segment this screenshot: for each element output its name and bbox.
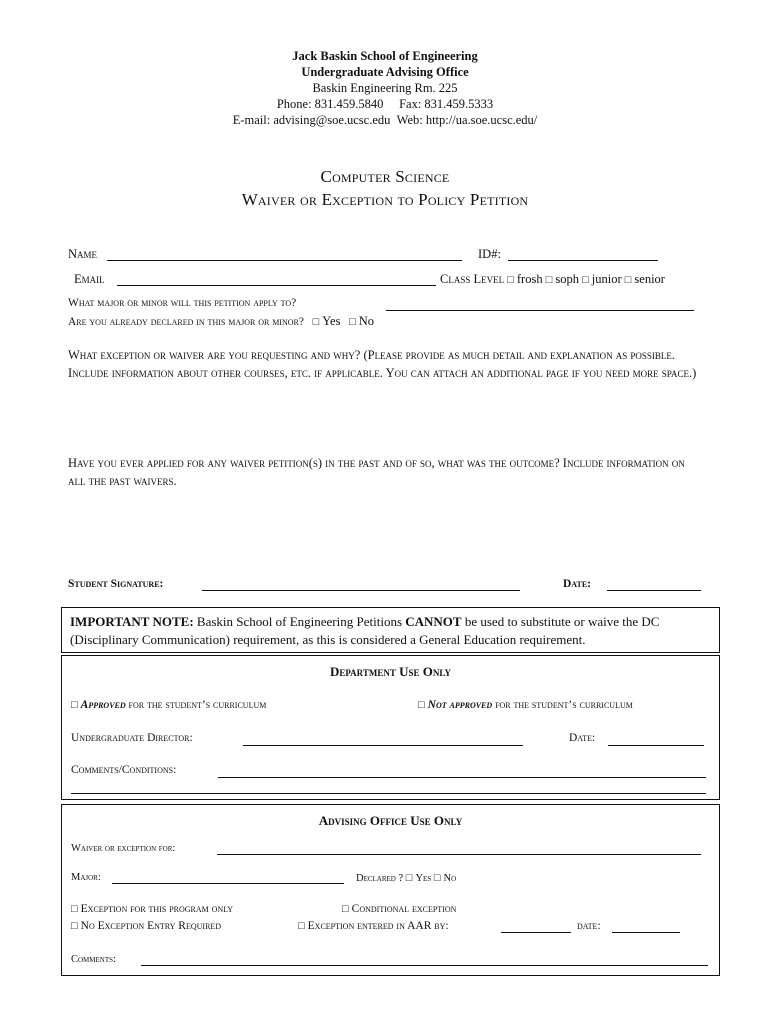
important-note-box <box>61 607 720 653</box>
major-minor-field[interactable] <box>386 298 694 311</box>
name-label: Name <box>68 247 98 261</box>
phone: Phone: 831.459.5840 <box>276 97 384 111</box>
conditional-label: Conditional exception <box>351 903 457 915</box>
approved-rest: for the student’s curriculum <box>128 699 267 711</box>
frosh-checkbox[interactable]: □ <box>507 274 514 286</box>
office-room: Baskin Engineering Rm. 225 <box>312 81 458 95</box>
comments-conditions-label: Comments/Conditions: <box>71 764 177 776</box>
important-note-text3: (Disciplinary Communication) requirement, as this is considered a General Education requirement. <box>70 632 586 647</box>
student-signature-label: Student Signature: <box>68 578 164 590</box>
email: E-mail: advising@soe.ucsc.edu <box>232 113 391 127</box>
school-name: Jack Baskin School of Engineering <box>292 49 478 63</box>
no-exception-entry-checkbox[interactable]: □ <box>71 920 78 932</box>
email-field[interactable] <box>117 273 436 286</box>
contact-phone-fax <box>0 96 770 112</box>
not-approved-checkbox[interactable]: □ <box>418 699 425 711</box>
past-petitions-question: Have you ever applied for any waiver petition(s) in the past and of so, what was the outcome? Include information on all the past waivers. <box>68 456 685 488</box>
important-note-lead: IMPORTANT NOTE: <box>70 614 194 629</box>
junior-checkbox[interactable]: □ <box>582 274 589 286</box>
comments-conditions-field[interactable] <box>218 765 706 778</box>
exception-request-question: What exception or waiver are you requesting and why? (Please provide as much detail and explanation as possible. Include information about other courses, etc. if applicable. You can attach an additional page if you need more space.) <box>68 348 697 380</box>
declared-row <box>68 314 374 329</box>
waiver-for-field[interactable] <box>217 843 701 855</box>
exception-program-checkbox[interactable]: □ <box>71 903 78 915</box>
advising-declared-row <box>356 872 456 884</box>
advising-yes-label: Yes <box>415 873 432 884</box>
signature-date-field[interactable] <box>607 578 701 591</box>
contact-email-web <box>0 112 770 128</box>
advising-comments-field[interactable] <box>141 954 708 966</box>
not-approved-label: Not approved <box>427 699 493 711</box>
frosh-label: frosh <box>516 272 543 286</box>
advising-office-box <box>61 804 720 976</box>
advising-major-field[interactable] <box>112 872 344 884</box>
no-exception-entry-label: No Exception Entry Required <box>80 920 222 932</box>
waiver-for-label: Waiver or exception for: <box>71 843 176 854</box>
declared-no-checkbox[interactable]: □ <box>349 316 356 328</box>
web: Web: http://ua.soe.ucsc.edu/ <box>396 113 538 127</box>
class-level-label: Class Level <box>440 272 505 286</box>
senior-checkbox[interactable]: □ <box>624 274 632 286</box>
exception-by-field[interactable] <box>501 921 571 933</box>
not-approved-rest: for the student’s curriculum <box>495 699 633 711</box>
no-exception-entry-option <box>71 920 221 932</box>
id-field[interactable] <box>508 248 658 261</box>
soph-label: soph <box>555 272 579 286</box>
department-use-box <box>61 655 720 800</box>
exception-date-label: date: <box>577 920 601 932</box>
signature-date-label: Date: <box>563 578 591 590</box>
student-signature-field[interactable] <box>202 578 520 591</box>
important-note-text2: be used to substitute or waive the DC <box>464 614 660 629</box>
exception-entered-label: Exception entered in AAR <box>307 920 432 932</box>
advising-declared-label: Declared ? <box>356 873 404 884</box>
exception-request-answer-area[interactable] <box>68 402 698 450</box>
comments-conditions-field-2[interactable] <box>71 781 706 794</box>
director-date-field[interactable] <box>608 733 704 746</box>
senior-label: senior <box>634 272 665 286</box>
exception-entered-checkbox[interactable]: □ <box>298 920 305 932</box>
declared-question: Are you already declared in this major or minor? <box>68 316 304 328</box>
director-field[interactable] <box>243 733 523 746</box>
advising-no-label: No <box>443 873 457 884</box>
important-note-text1: Baskin School of Engineering Petitions <box>196 614 402 629</box>
advising-yes-checkbox[interactable]: □ <box>405 872 413 884</box>
id-label: ID#: <box>478 247 501 261</box>
advising-heading: Advising Office Use Only <box>318 813 463 828</box>
declared-no-label: No <box>358 314 375 328</box>
advising-no-checkbox[interactable]: □ <box>433 872 441 884</box>
conditional-checkbox[interactable]: □ <box>342 903 349 915</box>
exception-program-label: Exception for this program only <box>80 903 234 915</box>
approved-label: Approved <box>80 699 126 711</box>
advising-comments-label: Comments: <box>71 954 116 965</box>
class-level-row <box>440 272 665 287</box>
junior-label: junior <box>591 272 622 286</box>
form-title-line2: Waiver or Exception to Policy Petition <box>241 190 529 209</box>
soph-checkbox[interactable]: □ <box>545 274 553 286</box>
exception-date-field[interactable] <box>612 921 680 933</box>
director-date-label: Date: <box>569 732 596 744</box>
email-label: Email <box>74 272 105 286</box>
fax: Fax: 831.459.5333 <box>399 97 494 111</box>
important-note-line1 <box>70 614 659 630</box>
exception-program-option <box>71 903 233 915</box>
declared-yes-label: Yes <box>322 314 341 328</box>
office-name: Undergraduate Advising Office <box>301 65 469 79</box>
not-approved-option <box>418 699 633 711</box>
name-field[interactable] <box>107 248 462 261</box>
past-petitions-answer-area[interactable] <box>68 492 698 572</box>
conditional-option <box>342 903 456 915</box>
exception-entered-option <box>298 920 449 932</box>
major-minor-question: What major or minor will this petition apply to? <box>68 297 297 309</box>
approved-checkbox[interactable]: □ <box>71 699 78 711</box>
department-heading: Department Use Only <box>329 664 452 679</box>
form-title-line1: Computer Science <box>320 167 450 186</box>
declared-yes-checkbox[interactable]: □ <box>312 316 320 328</box>
advising-major-label: Major: <box>71 872 101 883</box>
approved-option <box>71 699 266 711</box>
exception-by-label: by: <box>434 920 449 932</box>
director-label: Undergraduate Director: <box>71 732 193 744</box>
important-note-cannot: CANNOT <box>405 614 462 629</box>
